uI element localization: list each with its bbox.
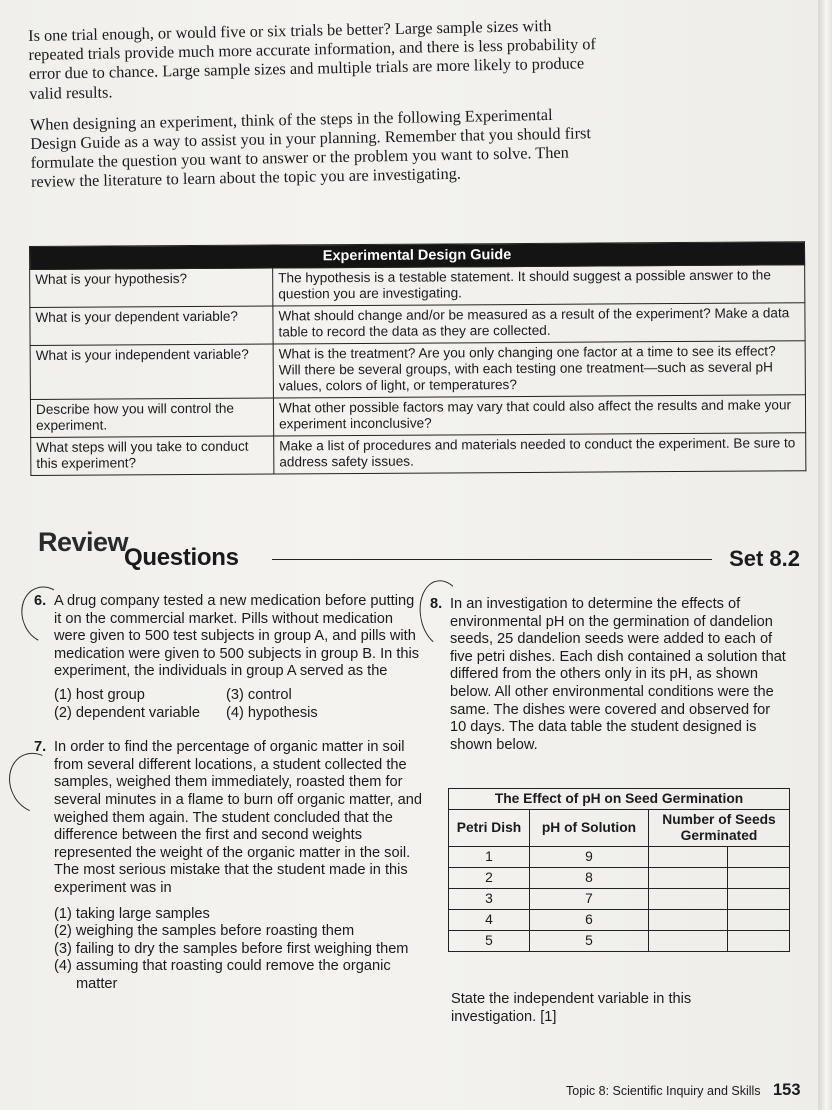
question-number: 8.: [430, 596, 443, 612]
guide-row: [30, 265, 805, 308]
table-row: [449, 868, 790, 889]
experimental-design-guide-table: [29, 241, 806, 476]
review-heading-word: Review: [38, 527, 129, 557]
intro-paragraph-2: When designing an experiment, think of the steps in the following Experimental Design Guide as a way to assist you in your planning. Remember that you should first formulate the question you want to answer or the problem you want to solve. Then review the literature to learn about the topic you are investigating.: [29, 104, 592, 192]
header-rule: [272, 559, 712, 560]
page-footer: [566, 1081, 801, 1100]
cell-ph: 8: [530, 868, 649, 889]
answer-options: [54, 687, 424, 722]
table-row: [449, 931, 790, 952]
question-text: In an investigation to determine the effects of environmental pH on the germination of dandelion seeds, 25 dandelion seeds were added to each of five petri dishes. Each dish contained a solution that differed from the others only in its pH, as shown below. All other environmental conditions were the same. The dishes were covered and observed for 10 days. The data table the student designed is shown below.: [450, 596, 786, 753]
cell-germinated[interactable]: [649, 931, 728, 952]
guide-row: [30, 395, 805, 438]
guide-answer: The hypothesis is a testable statement. It should suggest a possible answer to the question you are investigating.: [273, 265, 805, 306]
table-row: [449, 889, 790, 910]
guide-row: [30, 303, 805, 346]
review-questions-header: [38, 528, 804, 574]
questions-heading-word: Questions: [124, 544, 239, 571]
right-column: [430, 596, 790, 754]
guide-question: What steps will you take to conduct this experiment?: [31, 436, 274, 475]
intro-paragraph-1: Is one trial enough, or would five or six trials be better? Large sample sizes with repeated trials provide much more accurate information, and there is less probability of error due to chance. Large sample sizes and multiple trials are more likely to produce valid results.: [28, 15, 597, 103]
intro-text: [28, 15, 601, 204]
footer-topic: Topic 8: Scientific Inquiry and Skills: [566, 1084, 761, 1098]
cell-dish: 1: [449, 847, 530, 868]
answer-option[interactable]: (4) assuming that roasting could remove the organic matter: [54, 958, 391, 992]
question-number: 6.: [34, 593, 47, 609]
guide-answer: What is the treatment? Are you only changing one factor at a time to see its effect? Will there be several groups, with each testing one treatment—such as several pH values, colors of light, or temperatures?: [273, 341, 805, 398]
question-7: [34, 739, 424, 993]
guide-answer: What should change and/or be measured as a result of the experiment? Make a data table to record the data as they are collected.: [273, 303, 805, 344]
guide-row: [30, 341, 805, 400]
answer-option[interactable]: (4) hypothesis: [226, 704, 318, 721]
ph-germination-table: [448, 788, 790, 952]
cell-blank[interactable]: [728, 868, 790, 889]
guide-question: What is your hypothesis?: [30, 268, 273, 307]
cell-dish: 5: [449, 931, 530, 952]
cell-ph: 9: [530, 847, 649, 868]
question-text: A drug company tested a new medication before putting it on the commercial market. Pills without medication were given to 500 test subjects in group A, and pills with medication were given to 500 subjects in group B. In this experiment, the individuals in group A served as the: [54, 593, 420, 680]
cell-blank[interactable]: [728, 931, 790, 952]
cell-germinated[interactable]: [649, 910, 728, 931]
guide-answer: Make a list of procedures and materials needed to conduct the experiment. Be sure to address safety issues.: [274, 433, 806, 474]
guide-question: What is your dependent variable?: [30, 306, 273, 345]
question-6: [34, 593, 424, 722]
answer-option[interactable]: (3) failing to dry the samples before first weighing them: [54, 940, 409, 957]
guide-answer: What other possible factors may vary that could also affect the results and make your experiment inconclusive?: [273, 395, 805, 436]
cell-germinated[interactable]: [649, 868, 728, 889]
table-row: [449, 847, 790, 868]
set-label: Set 8.2: [729, 546, 800, 571]
cell-dish: 2: [449, 868, 530, 889]
guide-question: What is your independent variable?: [30, 344, 273, 399]
guide-row: [31, 433, 806, 476]
question-text: In order to find the percentage of organic matter in soil from several different locations, a student collected the samples, weighed them immediately, roasted them for several minutes in a flame to burn off organic matter, and weighed them again. The student concluded that the difference between the first and second weights represented the weight of the organic matter in the soil. The most serious mistake that the student made in this experiment was in: [54, 739, 423, 896]
answer-option[interactable]: (1) host group: [54, 686, 145, 703]
cell-ph: 5: [530, 931, 649, 952]
column-header: pH of Solution: [530, 810, 649, 847]
left-column: [34, 593, 424, 993]
table-title: The Effect of pH on Seed Germination: [449, 789, 790, 810]
question-8-prompt: State the independent variable in this investigation. [1]: [451, 991, 692, 1025]
guide-question: Describe how you will control the experiment.: [30, 398, 273, 437]
column-header: Petri Dish: [449, 810, 530, 847]
cell-blank[interactable]: [728, 910, 790, 931]
page-number: 153: [772, 1081, 801, 1099]
answer-option[interactable]: (2) weighing the samples before roasting them: [54, 923, 355, 940]
column-header: Number of Seeds Germinated: [649, 810, 790, 847]
cell-dish: 3: [449, 889, 530, 910]
question-8: [430, 596, 790, 754]
table-row: [449, 910, 790, 931]
page-edge: [818, 0, 832, 1110]
answer-option[interactable]: (2) dependent variable: [54, 704, 201, 721]
answer-options: [54, 906, 424, 994]
answer-option[interactable]: (1) taking large samples: [54, 905, 210, 922]
cell-germinated[interactable]: [649, 889, 728, 910]
question-number: 7.: [34, 739, 47, 756]
cell-blank[interactable]: [728, 847, 790, 868]
cell-germinated[interactable]: [649, 847, 728, 868]
answer-option[interactable]: (3) control: [226, 686, 292, 703]
cell-ph: 6: [530, 910, 649, 931]
cell-blank[interactable]: [728, 889, 790, 910]
cell-ph: 7: [530, 889, 649, 910]
cell-dish: 4: [449, 910, 530, 931]
guide-title: Experimental Design Guide: [30, 242, 805, 270]
